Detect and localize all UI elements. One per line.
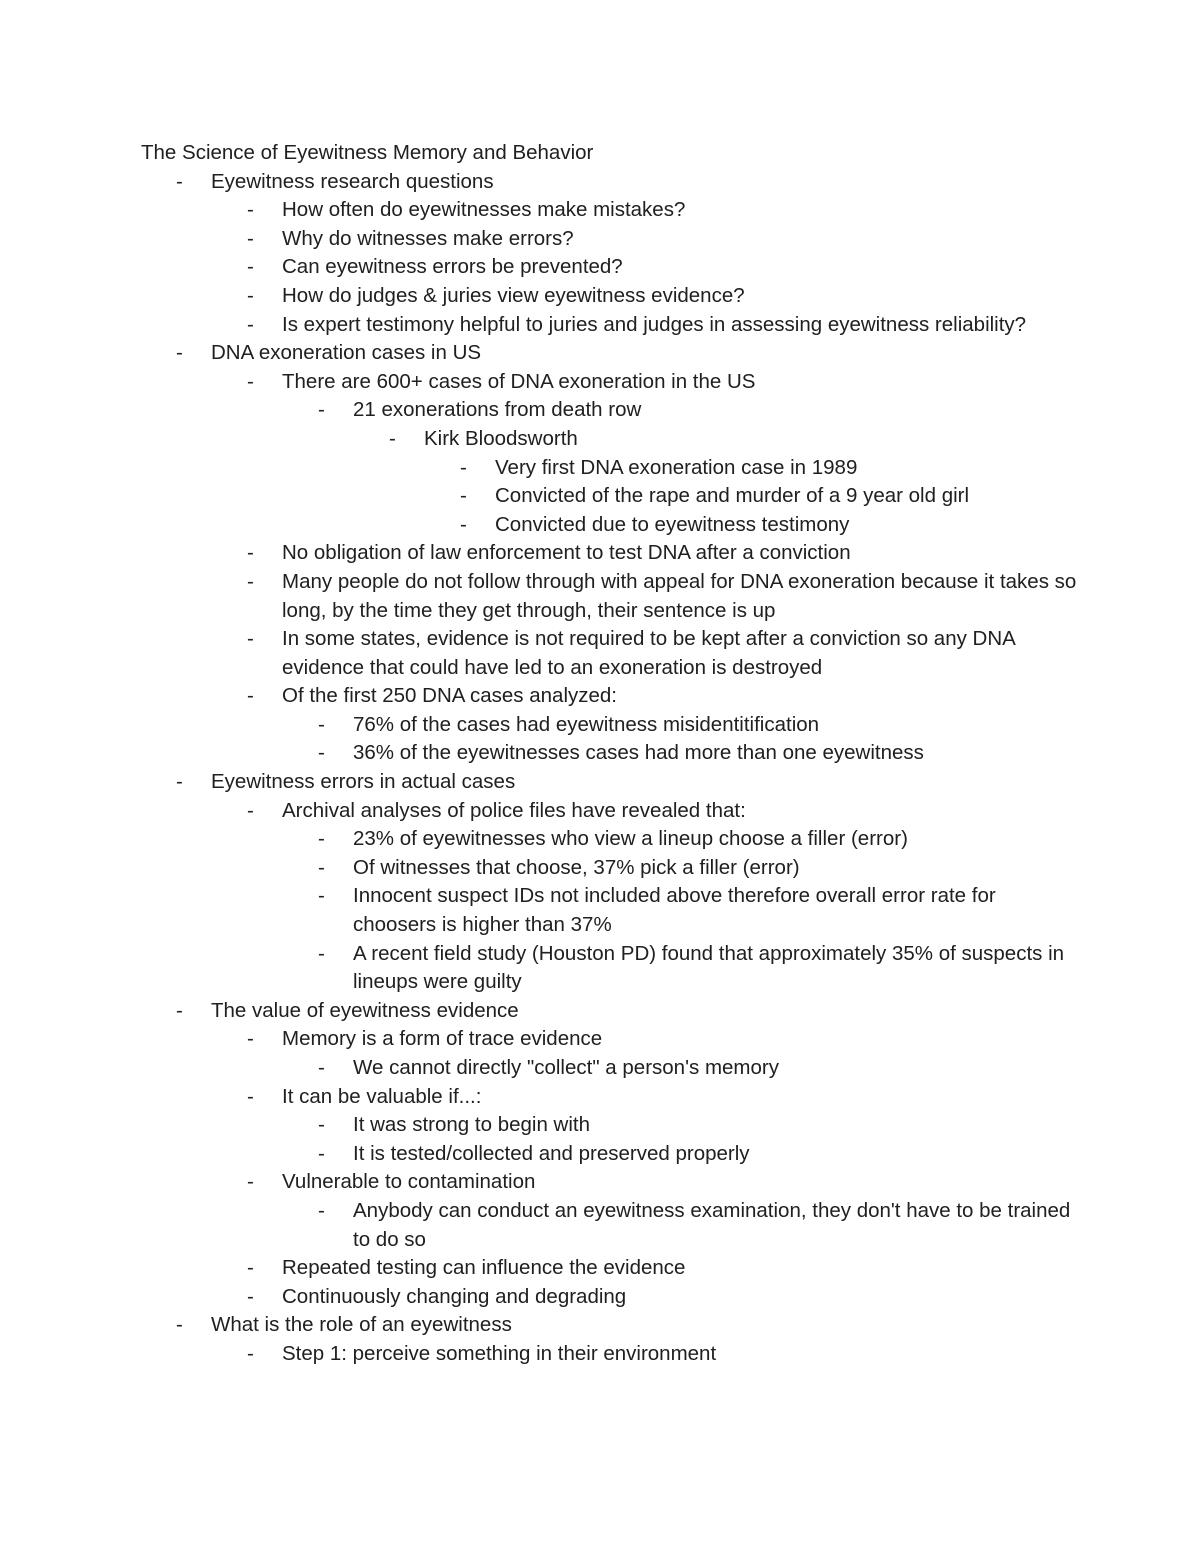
list-item-text: Of witnesses that choose, 37% pick a filler (error) xyxy=(353,855,800,879)
bullet-marker: - xyxy=(460,512,467,536)
list-item-text: Vulnerable to contamination xyxy=(282,1170,536,1194)
list-item-text: No obligation of law enforcement to test DNA after a conviction xyxy=(282,541,851,565)
list-item xyxy=(141,1197,1081,1254)
list-item xyxy=(141,225,1081,254)
list-item xyxy=(141,882,1081,939)
bullet-marker: - xyxy=(318,398,325,422)
list-item-text: Very first DNA exoneration case in 1989 xyxy=(495,455,858,479)
list-item-text: Many people do not follow through with appeal for DNA exoneration because it takes so long, by the time they get through, their sentence is up xyxy=(282,569,1077,622)
list-item-text: Eyewitness errors in actual cases xyxy=(211,770,516,794)
list-item xyxy=(141,825,1081,854)
bullet-marker: - xyxy=(176,341,183,365)
list-item xyxy=(141,454,1081,483)
bullet-marker: - xyxy=(176,1313,183,1337)
list-item-text: 21 exonerations from death row xyxy=(353,398,642,422)
bullet-marker: - xyxy=(318,827,325,851)
list-item-text: In some states, evidence is not required to be kept after a conviction so any DNA evidence that could have led to an exoneration is destroyed xyxy=(282,627,1015,679)
list-item xyxy=(141,1025,1081,1054)
list-item xyxy=(141,1054,1081,1083)
list-item-text: Repeated testing can influence the evidence xyxy=(282,1256,686,1280)
list-item xyxy=(141,196,1081,225)
list-item-text: Kirk Bloodsworth xyxy=(424,426,578,450)
list-item-text: Why do witnesses make errors? xyxy=(282,226,574,250)
list-item-text: Eyewitness research questions xyxy=(211,169,494,193)
bullet-marker: - xyxy=(318,1113,325,1137)
list-item xyxy=(141,625,1081,682)
bullet-marker: - xyxy=(176,169,183,193)
list-item-text: Innocent suspect IDs not included above therefore overall error rate for choosers is higher than 37% xyxy=(353,884,996,937)
document-title: The Science of Eyewitness Memory and Behavior xyxy=(141,141,594,164)
list-item-text: Is expert testimony helpful to juries and judges in assessing eyewitness reliability? xyxy=(282,312,1027,336)
list-item-text: 23% of eyewitnesses who view a lineup choose a filler (error) xyxy=(353,827,908,851)
list-item-text: A recent field study (Houston PD) found that approximately 35% of suspects in lineups were guilty xyxy=(353,941,1065,994)
list-item xyxy=(141,1083,1081,1112)
bullet-marker: - xyxy=(247,255,254,279)
bullet-outline xyxy=(141,168,1081,1369)
bullet-marker: - xyxy=(318,941,325,965)
bullet-marker: - xyxy=(247,1284,254,1308)
list-item xyxy=(141,682,1081,711)
list-item-text: There are 600+ cases of DNA exoneration in the US xyxy=(282,369,756,393)
list-item xyxy=(141,511,1081,540)
list-item xyxy=(141,997,1081,1026)
bullet-marker: - xyxy=(247,684,254,708)
list-item xyxy=(141,1283,1081,1312)
bullet-marker: - xyxy=(318,1141,325,1165)
bullet-marker: - xyxy=(247,226,254,250)
list-item-text: It is tested/collected and preserved properly xyxy=(353,1141,750,1165)
bullet-marker: - xyxy=(318,1056,325,1079)
list-item xyxy=(141,1168,1081,1197)
bullet-marker: - xyxy=(318,884,325,908)
list-item xyxy=(141,568,1081,625)
list-item-text: What is the role of an eyewitness xyxy=(211,1313,512,1337)
list-item xyxy=(141,168,1081,197)
list-item xyxy=(141,1140,1081,1169)
bullet-marker: - xyxy=(176,998,183,1022)
list-item xyxy=(141,396,1081,425)
bullet-marker: - xyxy=(460,484,467,508)
list-item xyxy=(141,311,1081,340)
list-item-text: Anybody can conduct an eyewitness examination, they don't have to be trained to do so xyxy=(353,1198,1071,1251)
list-item-text: Step 1: perceive something in their environment xyxy=(282,1341,717,1365)
bullet-marker: - xyxy=(247,198,254,222)
list-item xyxy=(141,940,1081,997)
bullet-marker: - xyxy=(247,283,254,307)
bullet-marker: - xyxy=(460,455,467,479)
bullet-marker: - xyxy=(247,627,254,651)
bullet-marker: - xyxy=(247,1341,254,1365)
bullet-marker: - xyxy=(247,1084,254,1108)
list-item-text: 76% of the cases had eyewitness misidentitification xyxy=(353,712,820,736)
list-item xyxy=(141,539,1081,568)
list-item-text: It can be valuable if...: xyxy=(282,1084,482,1108)
list-item xyxy=(141,1111,1081,1140)
list-item-text: We cannot directly "collect" a person's memory xyxy=(353,1056,779,1079)
bullet-marker: - xyxy=(318,855,325,879)
list-item-text: DNA exoneration cases in US xyxy=(211,341,482,365)
list-item xyxy=(141,482,1081,511)
list-item xyxy=(141,253,1081,282)
list-item xyxy=(141,339,1081,368)
list-item xyxy=(141,282,1081,311)
bullet-marker: - xyxy=(247,569,254,593)
list-item-text: It was strong to begin with xyxy=(353,1113,591,1137)
list-item xyxy=(141,425,1081,454)
list-item xyxy=(141,854,1081,883)
list-item xyxy=(141,1340,1081,1369)
bullet-marker: - xyxy=(318,1198,325,1222)
list-item xyxy=(141,1311,1081,1340)
list-item xyxy=(141,1254,1081,1283)
bullet-marker: - xyxy=(247,1027,254,1051)
list-item-text: Continuously changing and degrading xyxy=(282,1284,627,1308)
list-item xyxy=(141,739,1081,768)
list-item-text: 36% of the eyewitnesses cases had more than one eyewitness xyxy=(353,741,924,765)
bullet-marker: - xyxy=(247,312,254,336)
list-item-text: Archival analyses of police files have revealed that: xyxy=(282,798,746,822)
list-item xyxy=(141,768,1081,797)
bullet-marker: - xyxy=(318,712,325,736)
bullet-marker: - xyxy=(247,798,254,822)
list-item-text: Convicted of the rape and murder of a 9 year old girl xyxy=(495,484,970,508)
bullet-marker: - xyxy=(318,741,325,765)
bullet-marker: - xyxy=(247,541,254,565)
list-item xyxy=(141,368,1081,397)
bullet-marker: - xyxy=(247,1256,254,1280)
bullet-marker: - xyxy=(176,770,183,794)
list-item-text: Memory is a form of trace evidence xyxy=(282,1027,603,1051)
list-item-text: Can eyewitness errors be prevented? xyxy=(282,255,623,279)
list-item xyxy=(141,797,1081,826)
document-body xyxy=(141,139,1081,1369)
list-item-text: How do judges & juries view eyewitness evidence? xyxy=(282,283,745,307)
bullet-marker: - xyxy=(247,369,254,393)
list-item-text: Convicted due to eyewitness testimony xyxy=(495,512,850,536)
list-item-text: Of the first 250 DNA cases analyzed: xyxy=(282,684,617,708)
list-item xyxy=(141,711,1081,740)
bullet-marker: - xyxy=(247,1170,254,1194)
list-item-text: How often do eyewitnesses make mistakes? xyxy=(282,198,686,222)
bullet-marker: - xyxy=(389,426,396,450)
list-item-text: The value of eyewitness evidence xyxy=(211,998,519,1022)
